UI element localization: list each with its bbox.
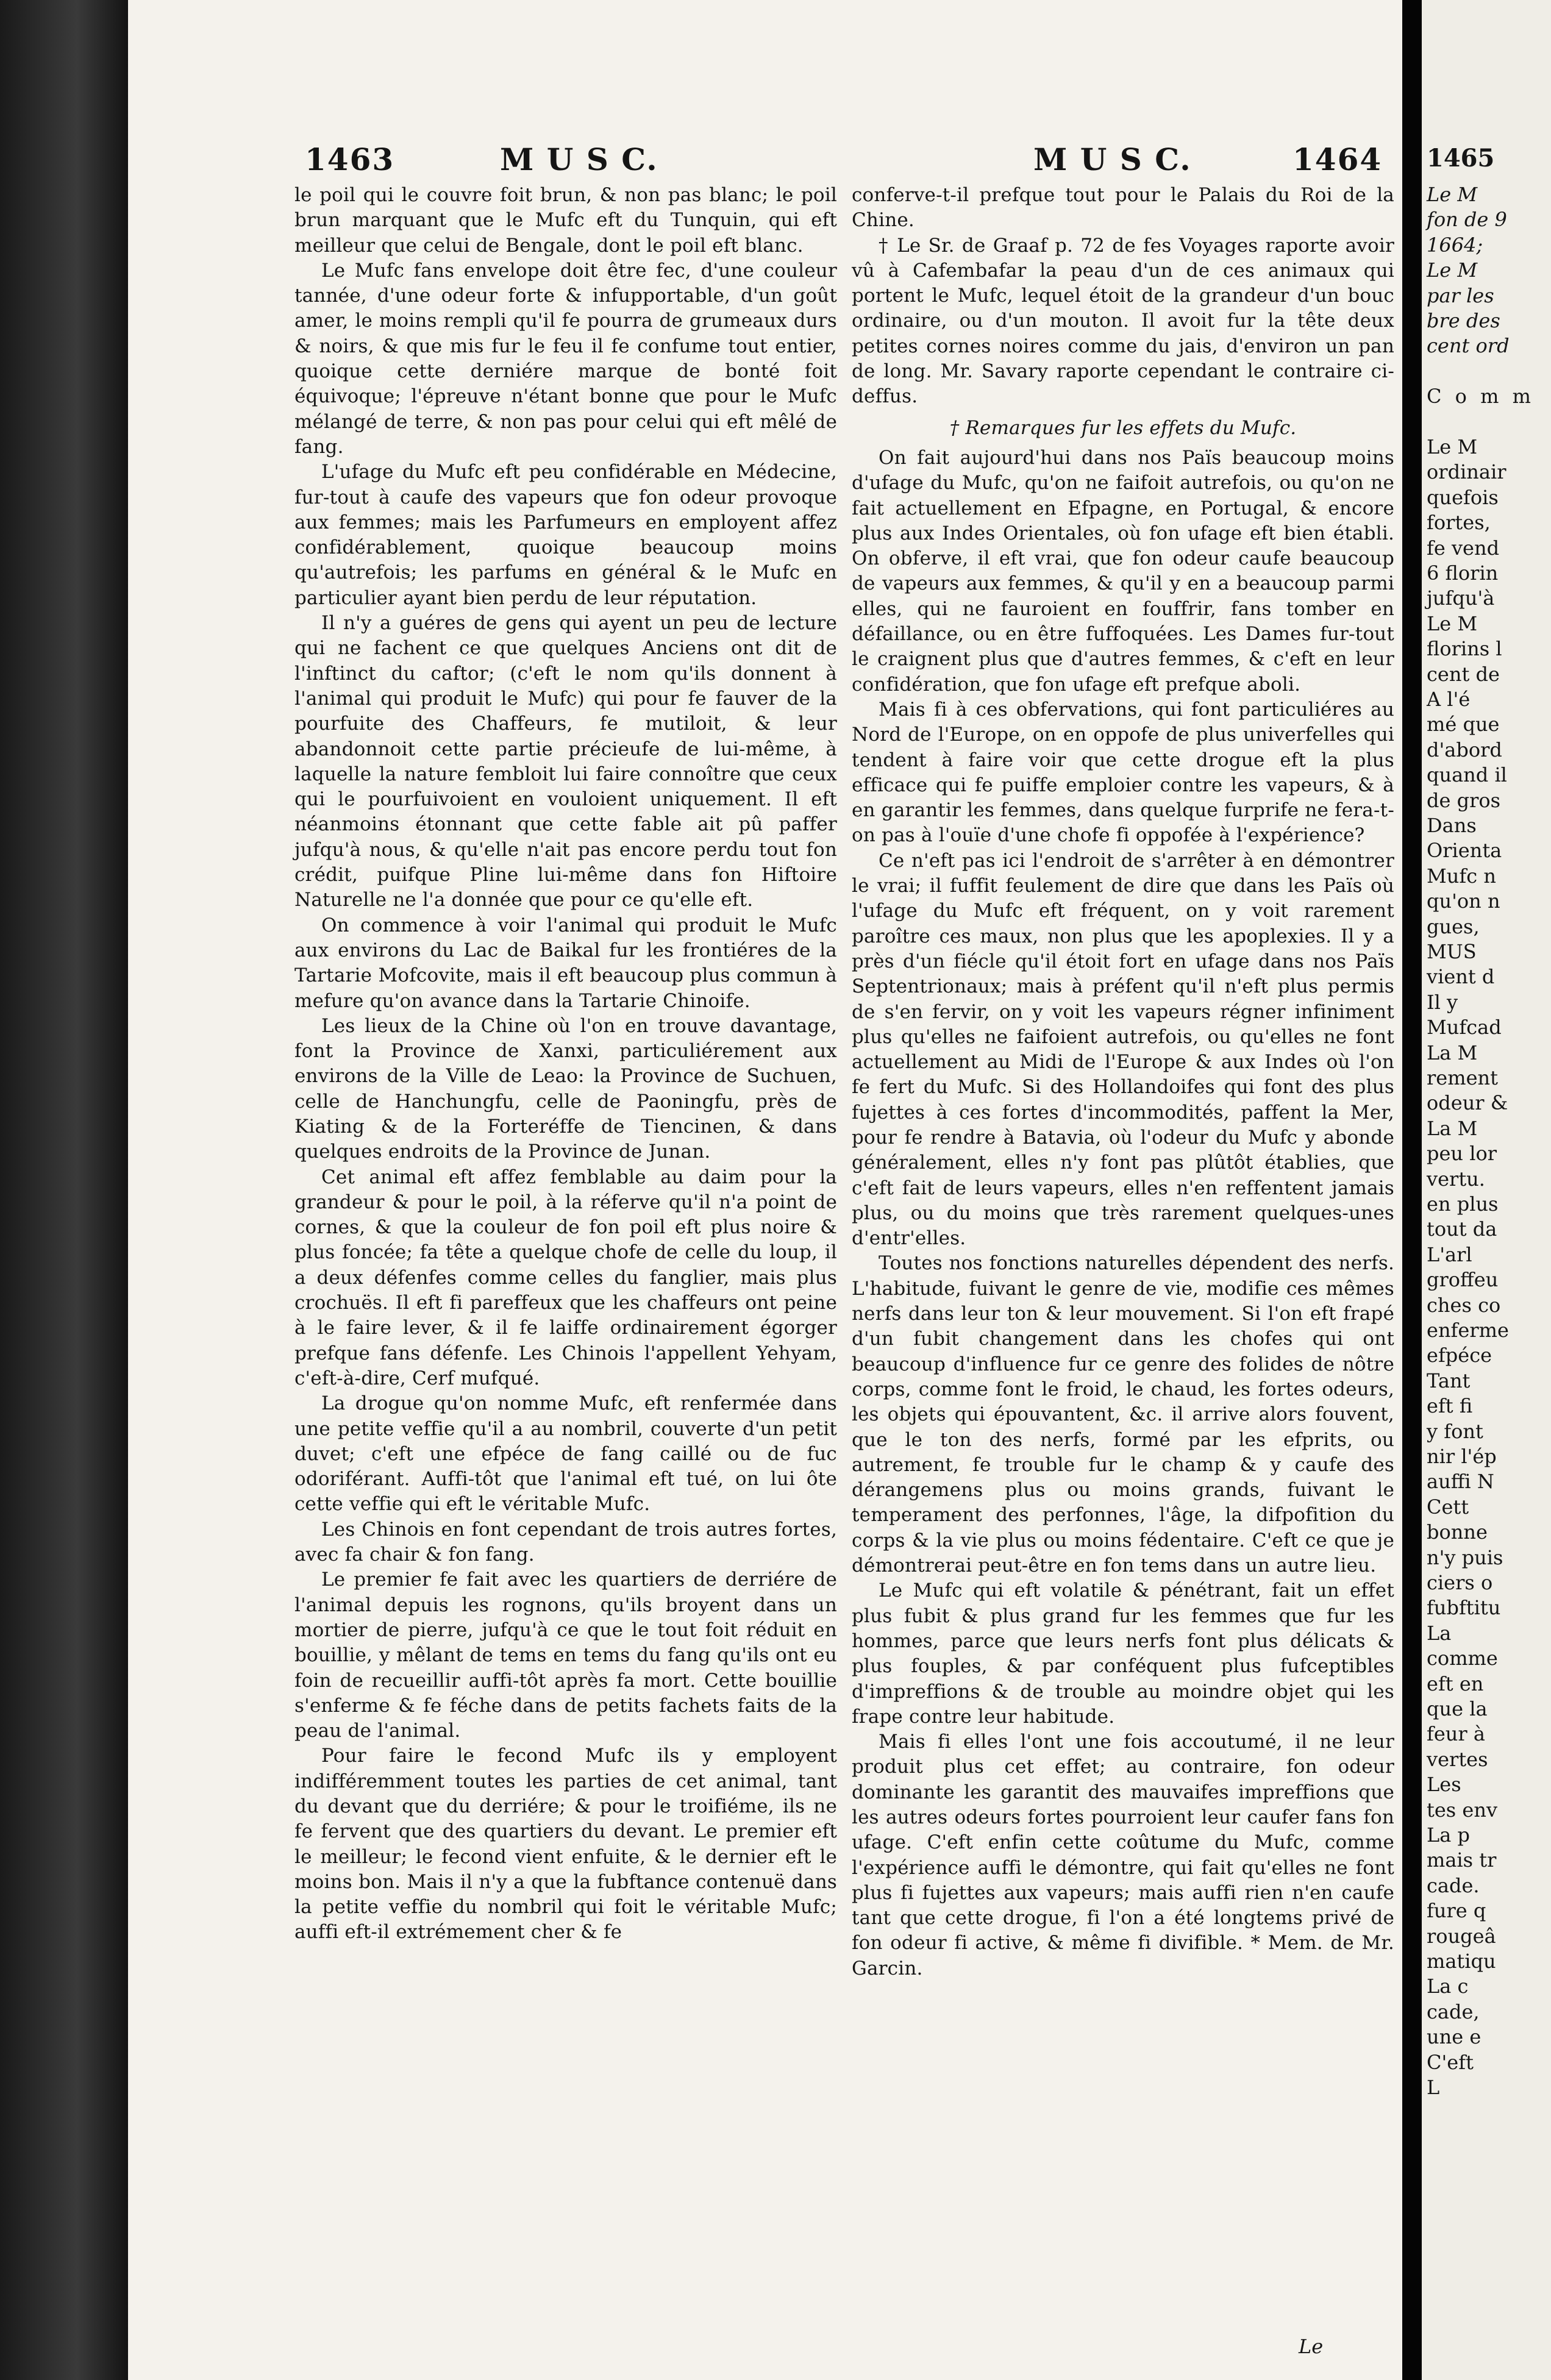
next-page-line: quefois bbox=[1427, 485, 1499, 509]
paragraph: La drogue qu'on nomme Mufc, eft renfermée dans une petite veffie qu'il a au nombril, couverte d'un petit duvet; c'eft une efpéce de fang caillé ou de fuc odoriférant. Auffi-tôt que l'animal eft tué, on lui ôte cette veffie qui eft le véritable Mufc. bbox=[294, 1392, 837, 1516]
left-page-number: 1463 bbox=[305, 141, 395, 177]
next-page-line: La M bbox=[1427, 1116, 1478, 1140]
next-page-line: La p bbox=[1427, 1823, 1470, 1847]
next-page-line: tes env bbox=[1427, 1798, 1498, 1822]
next-page-line: fure q bbox=[1427, 1899, 1486, 1923]
next-page-line: ciers o bbox=[1427, 1571, 1493, 1594]
paragraph: L'ufage du Mufc eft peu confidérable en Médecine, fur-tout à caufe des vapeurs que fon odeur provoque aux femmes; mais les Parfumeurs en employent affez confidérablement, quoique beaucoup moins qu'autrefois; les parfums en général & le Mufc en particulier ayant bien perdu de leur réputation. bbox=[294, 461, 837, 609]
next-page-line: gues, bbox=[1427, 914, 1480, 938]
next-page-line: Le M bbox=[1427, 258, 1478, 282]
next-page-line: feur à bbox=[1427, 1722, 1485, 1746]
next-page-line: Mufc n bbox=[1427, 864, 1496, 888]
next-page-line: tout da bbox=[1427, 1217, 1497, 1241]
next-page-line: bonne bbox=[1427, 1520, 1488, 1544]
paragraph: Le premier fe fait avec les quartiers de derriére de l'animal depuis les rognons, qu'ils broyent dans un mortier de pierre, jufqu'à ce que le tout foit réduit en bouillie, y mêlant de tems en tems du fang qu'ils ont eu foin de recueillir auffi-tôt après fa mort. Cette bouillie s'enferme & fe féche dans de petits fachets faits de la peau de l'animal. bbox=[294, 1569, 837, 1742]
next-page-line: Mufcad bbox=[1427, 1016, 1502, 1039]
next-page-line: groffeu bbox=[1427, 1268, 1499, 1292]
next-page-line: qu'on n bbox=[1427, 889, 1500, 913]
next-page-line: nir l'ép bbox=[1427, 1445, 1497, 1468]
next-page-line: vient d bbox=[1427, 965, 1495, 989]
paragraph: † Le Sr. de Graaf p. 72 de fes Voyages raporte avoir vû à Cafembafar la peau d'un de ces animaux qui portent le Mufc, lequel étoit de la grandeur d'un bouc ordinaire, ou d'un mouton. Il avoit fur la tête deux petites cornes noires comme du jais, d'environ un pan de long. Mr. Savary raporte cependant le contraire ci-deffus. bbox=[852, 234, 1394, 408]
next-page-line: rement bbox=[1427, 1066, 1498, 1089]
next-page-line: de gros bbox=[1427, 788, 1501, 812]
next-page-line: auffi N bbox=[1427, 1470, 1494, 1494]
next-page-line: cade. bbox=[1427, 1873, 1480, 1897]
next-page-line: en plus bbox=[1427, 1192, 1499, 1216]
next-page-line: cade, bbox=[1427, 2000, 1480, 2023]
paragraph: Cet animal eft affez femblable au daim pour la grandeur & pour le poil, à la réferve qu'il n'a point de cornes, & que la couleur de fon poil eft plus noire & plus foncée; fa tête a quelque chofe de celle du loup, il a deux défenfes comme celles du fanglier, mais plus crochuës. Il eft fi pareffeux que les chaffeurs ont peine à le faire lever, & il fe laiffe ordinairement égorger prefque fans défenfe. Les Chinois l'appellent Yehyam, c'eft-à-dire, Cerf mufqué. bbox=[294, 1166, 837, 1389]
next-page-line: fe vend bbox=[1427, 536, 1500, 560]
next-page-line: Le M bbox=[1427, 611, 1478, 635]
next-page-line: C o m m bbox=[1427, 385, 1535, 408]
paragraph: On fait aujourd'hui dans nos Païs beaucoup moins d'ufage du Mufc, qu'on ne faifoit autrefois, ou qu'on ne fait actuellement en Efpagne, en Portugal, & encore plus aux Indes Orientales, où fon ufage eft bien établi. On obferve, il eft vrai, que fon odeur caufe beaucoup de vapeurs aux femmes, & qu'il y en a beaucoup parmi elles, qui ne fauroient en fouffrir, fans tomber en défaillance, ou en être fuffoquées. Les Dames fur-tout le craignent plus que d'autres femmes, & c'eft en leur confidération, que fon ufage eft prefque aboli. bbox=[852, 446, 1394, 696]
next-page-line: fubftitu bbox=[1427, 1596, 1501, 1620]
paragraph: Il n'y a guéres de gens qui ayent un peu de lecture qui ne fachent ce que quelques Anciens ont dit de l'inftinct du caftor; (c'eft le nom qu'ils donnent à l'animal qui produit le Mufc) qui pour fe fauver de la pourfuite des Chaffeurs, fe mutiloit, & leur abandonnoit cette partie précieufe de lui-même, à laquelle la nature fembloit lui faire connoître que ceux qui le pourfuivoient en vouloient uniquement. Il eft néanmoins étonnant que cette fable ait pû paffer jufqu'à nous, & qu'elle n'ait pas encore perdu tout fon crédit, puifque Pline lui-même dans fon Hiftoire Naturelle ne l'a donnée que pour ce qu'elle eft. bbox=[294, 612, 837, 911]
next-page-line: mé que bbox=[1427, 713, 1500, 736]
next-page-line: y font bbox=[1427, 1419, 1483, 1443]
next-page-line: Les bbox=[1427, 1773, 1461, 1797]
next-page-line: quand il bbox=[1427, 763, 1507, 787]
next-page-line: fortes, bbox=[1427, 511, 1491, 535]
next-page-fragment bbox=[1422, 0, 1551, 2380]
next-page-line: que la bbox=[1427, 1697, 1488, 1720]
next-page-line: mais tr bbox=[1427, 1848, 1497, 1872]
paragraph: Le Mufc qui eft volatile & pénétrant, fait un effet plus fubit & plus grand fur les femmes que fur les hommes, parce que leurs nerfs font plus délicats & plus fouples, & par conféquent plus fufceptibles d'impreffions & de trouble au moindre objet qui les frape contre leur habitude. bbox=[852, 1580, 1394, 1728]
right-page-number: 1464 bbox=[1292, 141, 1383, 177]
next-page-line: eft en bbox=[1427, 1672, 1484, 1695]
next-page-line: bre des bbox=[1427, 309, 1500, 332]
paragraph: On commence à voir l'animal qui produit le Mufc aux environs du Lac de Baikal fur les frontiéres de la Tartarie Mofcovite, mais il eft beaucoup plus commun à mefure qu'on avance dans la Tartarie Chinoife. bbox=[294, 914, 837, 1012]
next-page-line: Il y bbox=[1427, 990, 1458, 1014]
next-page-number: 1465 bbox=[1427, 144, 1495, 173]
paragraph: Le Mufc fans envelope doit être fec, d'une couleur tannée, d'une odeur forte & infupportable, d'un goût amer, le moins rempli qu'il fe pourra de grumeaux durs & noirs, & que mis fur le feu il fe confume tout entier, quoique cette derniére marque de bonté foit équivoque; l'épreuve n'étant bonne que pour le Mufc mélangé de terre, & non pas pour celui qui eft mêlé de fang. bbox=[294, 259, 837, 458]
page-gutter bbox=[1402, 0, 1422, 2380]
next-page-line: 1664; bbox=[1427, 233, 1483, 257]
next-page-line: ches co bbox=[1427, 1293, 1501, 1317]
next-page-line: La c bbox=[1427, 1975, 1469, 1998]
paragraph: Pour faire le fecond Mufc ils y employent indifféremment toutes les parties de cet animal, tant du devant que du derriére; & pour le troifiéme, ils ne fe fervent que des quartiers du devant. Le premier eft le meilleur; le fecond vient enfuite, & le dernier eft le moins bon. Mais il n'y a que la fubftance contenuë dans la petite veffie du nombril qui foit le véritable Mufc; auffi eft-il extrémement cher & fe bbox=[294, 1745, 837, 1944]
next-page-line: fon de 9 bbox=[1427, 208, 1507, 232]
next-page-line: comme bbox=[1427, 1647, 1498, 1670]
paragraph: Toutes nos fonctions naturelles dépendent des nerfs. L'habitude, fuivant le genre de vie, modifie ces mêmes nerfs dans leur ton & leur mouvement. Si l'on eft frapé d'un fubit changement dans les chofes qui ont beaucoup d'influence fur ce genre des folides de nôtre corps, comme font le froid, le chaud, les fortes odeurs, les objets qui épouvantent, &c. il arrive alors fouvent, que le ton des nerfs, formé par les efprits, ou autrement, fe trouble fur le champ & y caufe des dérangemens plus ou moins grands, fuivant le temperament des perfonnes, l'âge, la difpofition du corps & la vie plus ou moins fédentaire. C'eft ce que je démontrerai peut-être en fon tems dans un autre lieu. bbox=[852, 1252, 1394, 1577]
paragraph: conferve-t-il prefque tout pour le Palais du Roi de la Chine. bbox=[852, 184, 1394, 232]
next-page-line: Dans bbox=[1427, 814, 1477, 837]
next-page-line: d'abord bbox=[1427, 738, 1502, 761]
paragraph: Les lieux de la Chine où l'on en trouve davantage, font la Province de Xanxi, particuliérement aux environs de la Ville de Leao: la Province de Suchuen, celle de Hanchungfu, celle de Paoningfu, près de Kiating & de la Forteréffe de Tiencinen, & dans quelques endroits de la Province de Junan. bbox=[294, 1014, 837, 1163]
next-page-line: peu lor bbox=[1427, 1142, 1497, 1166]
next-page-line: cent de bbox=[1427, 662, 1500, 686]
section-heading: † Remarques fur les effets du Mufc. bbox=[949, 416, 1297, 439]
next-page-line: Cett bbox=[1427, 1495, 1469, 1519]
next-page-line: n'y puis bbox=[1427, 1545, 1503, 1569]
next-page-line: L'arl bbox=[1427, 1242, 1472, 1266]
next-page-line: A l'é bbox=[1427, 688, 1471, 711]
next-page-line: vertu. bbox=[1427, 1167, 1485, 1191]
next-page-line: une e bbox=[1427, 2025, 1481, 2049]
next-page-line: odeur & bbox=[1427, 1091, 1508, 1115]
paragraph: Mais fi elles l'ont une fois accoutumé, il ne leur produit plus cet effet; au contraire, fon odeur dominante les garantit des mauvaifes impreffions que les autres odeurs fortes pourroient leur caufer fans fon ufage. C'eft enfin cette coûtume du Mufc, comme l'expérience auffi le démontre, qui fait qu'elles ne font plus fi fujettes aux vapeurs; mais auffi rien n'en caufe tant que cette drogue, fi l'on a été longtems privé de fon odeur fi active, & même fi divifible. * Mem. de Mr. Garcin. bbox=[852, 1731, 1394, 1979]
right-running-header: M U S C. bbox=[1033, 141, 1192, 177]
next-page-line: L bbox=[1427, 2076, 1440, 2099]
next-page-line: enferme bbox=[1427, 1319, 1509, 1342]
next-page-line: florins l bbox=[1427, 637, 1502, 661]
next-page-line: par les bbox=[1427, 283, 1494, 307]
left-running-header: M U S C. bbox=[500, 141, 658, 177]
left-text-column bbox=[294, 183, 837, 1945]
next-page-line: MUS bbox=[1427, 940, 1477, 963]
next-page-line: ordinair bbox=[1427, 460, 1506, 484]
next-page-line: Orienta bbox=[1427, 839, 1502, 863]
paragraph: Les Chinois en font cependant de trois autres fortes, avec fa chair & fon fang. bbox=[294, 1518, 837, 1566]
next-page-line: C'eft bbox=[1427, 2050, 1474, 2074]
next-page-line: La bbox=[1427, 1621, 1452, 1645]
book-page bbox=[128, 0, 1402, 2380]
next-page-line: Le M bbox=[1427, 183, 1478, 206]
next-page-line: cent ord bbox=[1427, 334, 1510, 358]
next-page-line: eft fi bbox=[1427, 1394, 1473, 1418]
paragraph: Mais fi à ces obfervations, qui font particuliéres au Nord de l'Europe, on en oppofe de plus univerfelles qui tendent à faire voir que cette drogue eft la plus efficace qui fe puiffe emploier contre les vapeurs, & à en garantir les femmes, dans quelque furprife ne fera-t-on pas à l'ouïe d'une chofe fi oppofée à l'expérience? bbox=[852, 698, 1394, 847]
catchword: Le bbox=[1299, 2335, 1324, 2358]
next-page-line: Tant bbox=[1427, 1369, 1471, 1392]
next-page-line: 6 florin bbox=[1427, 561, 1499, 585]
paragraph: Ce n'eft pas ici l'endroit de s'arrêter à en démontrer le vrai; il fuffit feulement de dire que dans les Païs où l'ufage du Mufc eft fréquent, on y voit rarement paroître ces maux, non plus que les apoplexies. Il y a près d'un fiécle qu'il étoit fort en ufage dans nos Païs Septentrionaux; mais à préfent qu'il n'eft plus permis de s'en fervir, on y voit les vapeurs régner infiniment plus qu'elles ne faifoient autrefois, ou qu'elles ne font actuellement au Midi de l'Europe & aux Indes où l'on fe fert du Mufc. Si des Hollandoifes qui font des plus fujettes à ces fortes d'incommodités, paffent la Mer, pour fe rendre à Batavia, où l'odeur du Mufc y abonde généralement, elles n'y font pas plûtôt établies, que c'eft fait de leurs vapeurs, elles n'en reffentent jamais plus, ou du moins que très rarement quelques-unes d'entr'elles. bbox=[852, 849, 1394, 1250]
left-binding-margin bbox=[0, 0, 128, 2380]
next-page-line: matiqu bbox=[1427, 1950, 1496, 1973]
paragraph: le poil qui le couvre foit brun, & non pas blanc; le poil brun marquant que le Mufc eft du Tunquin, qui eft meilleur que celui de Bengale, dont le poil eft blanc. bbox=[294, 184, 837, 257]
next-page-line: vertes bbox=[1427, 1747, 1488, 1771]
next-page-line: jufqu'à bbox=[1427, 586, 1495, 610]
next-page-line: efpéce bbox=[1427, 1344, 1492, 1367]
right-text-column bbox=[852, 183, 1394, 1981]
next-page-line: rougeâ bbox=[1427, 1924, 1496, 1948]
next-page-line: Le M bbox=[1427, 435, 1478, 458]
next-page-line: La M bbox=[1427, 1041, 1478, 1064]
